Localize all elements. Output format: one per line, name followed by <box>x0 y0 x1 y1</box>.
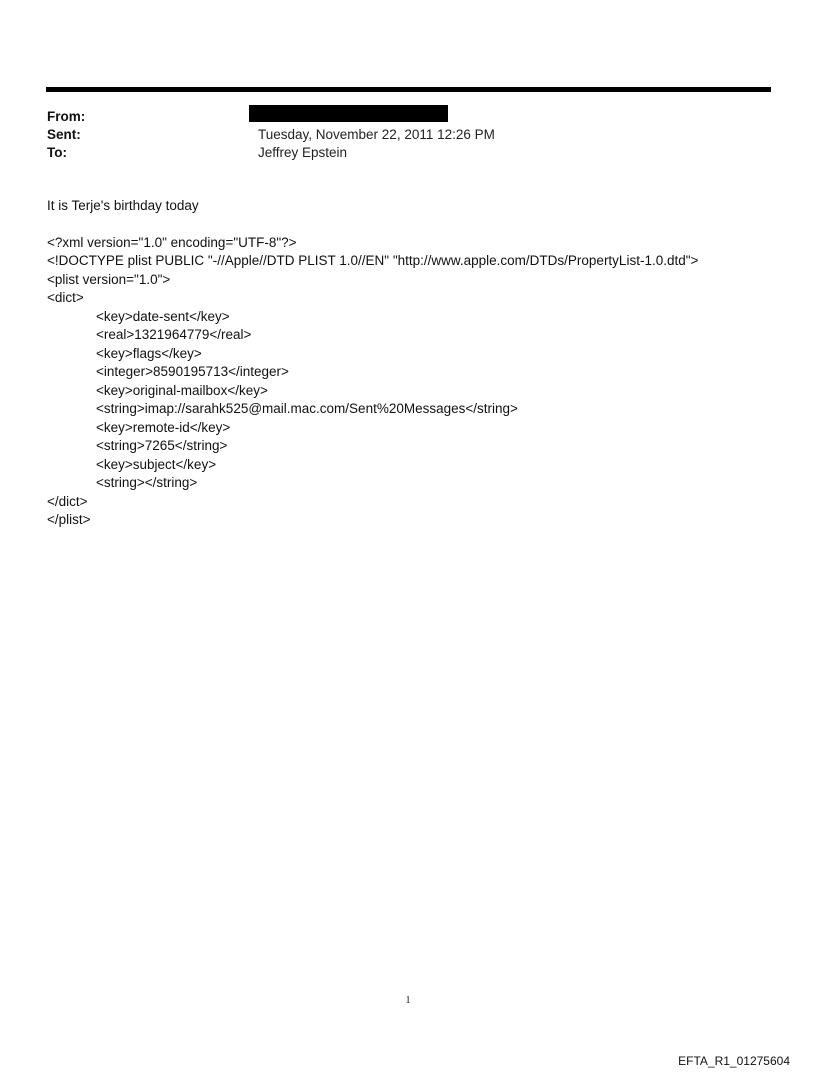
plist-line: <key>date-sent</key> <box>96 308 230 324</box>
plist-line: <string>imap://sarahk525@mail.mac.com/Sent%20Messages</string> <box>96 401 518 416</box>
sent-row <box>47 126 767 144</box>
from-row <box>47 108 767 126</box>
plist-line: <dict> <box>47 290 84 305</box>
plist-line: <plist version="1.0"> <box>47 271 171 287</box>
plist-line: <integer>8590195713</integer> <box>96 364 289 379</box>
plist-line: <!DOCTYPE plist PUBLIC "-//Apple//DTD PLIST 1.0//EN" "http://www.apple.com/DTDs/PropertyList-1.0.dtd"> <box>47 253 699 268</box>
plist-line: <key>original-mailbox</key> <box>96 382 268 398</box>
from-label: From: <box>47 109 86 124</box>
plist-line: <real>1321964779</real> <box>96 327 252 342</box>
document-id: EFTA_R1_01275604 <box>678 1054 790 1068</box>
redaction-bar <box>249 105 448 122</box>
plist-line: <string></string> <box>96 475 198 490</box>
to-value: Jeffrey Epstein <box>258 145 348 160</box>
plist-line: </dict> <box>47 493 88 509</box>
plist-content <box>47 234 767 530</box>
to-row <box>47 144 767 162</box>
sent-label: Sent: <box>47 127 81 142</box>
email-header <box>47 108 767 162</box>
plist-line: <key>flags</key> <box>96 345 202 361</box>
body-intro: It is Terje's birthday today <box>47 198 199 213</box>
sent-value: Tuesday, November 22, 2011 12:26 PM <box>258 127 495 142</box>
to-label: To: <box>47 145 67 160</box>
page-number: 1 <box>405 995 411 1006</box>
header-rule <box>46 87 771 92</box>
plist-line: <string>7265</string> <box>96 438 228 453</box>
plist-line: <key>remote-id</key> <box>96 419 231 435</box>
plist-line: <?xml version="1.0" encoding="UTF-8"?> <box>47 234 297 250</box>
email-body <box>47 197 767 530</box>
plist-line: </plist> <box>47 512 91 527</box>
plist-line: <key>subject</key> <box>96 456 217 472</box>
